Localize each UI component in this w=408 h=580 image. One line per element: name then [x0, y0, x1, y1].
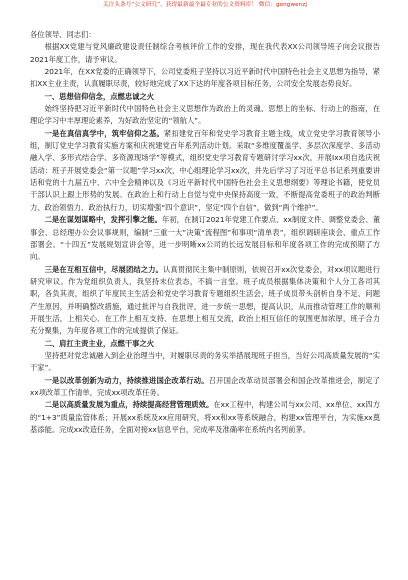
paragraph-point-1c	[30, 264, 380, 338]
paragraph-point-1a	[30, 128, 380, 214]
point-text: 年初，在制订2021年党建工作要点、xx制度文件、调整党委会、董事会、总经理办公会议事规则，编制“三重一大”决策“流程图”和事项“清单表”，组织调研座谈会、重点工作部署会。“十四五”发展规划宣讲会等，进一步明晰xx公司的长远发展目标和年度各项工作的完成预期了方向。	[30, 215, 380, 262]
point-lead: 二是以高质量发展为重点，持续提高经营管理质效。	[44, 400, 214, 410]
section-heading-2: 二、肩扛主责主业，点燃干事之火	[44, 338, 155, 348]
point-text: 认真贯彻民主集中制原则，依规召开xx次党委会，对xx项议题进行研究审议。作为党组织负责人，我坚持末位表态，不搞一言堂。班子成员根据集体决策和个人分工各司其职，各负其责，组织了年度民主生活会和党史学习教育专题组织生活会，班子成员带头剖析自身不足、问题产生原因，并明确整改措施，通过批评与自我批评，进一步统一思想，提高认识，从而推动管理工作的顺利开展生活，上相关心、在工作上相互支持、在思想上相互交流，政治上相互信任的氛围更加浓厚，班子合力充分聚集，为年度各项工作的完成提供了保证。	[30, 264, 380, 336]
paragraph-point-2a	[30, 375, 380, 400]
point-text: 召开国企改革动员部署会和国企改革推进会，制定了xx项改革工作清单，完成xx项改革任务。	[30, 375, 381, 397]
paragraph-point-1b	[30, 214, 380, 263]
point-text: 紧扣建党百年和党史学习教育主题主线，成立党史学习教育领导小组，制订党史学习教育实施方案和庆祝建党百年系列活动计划。采取“多维度覆盖学、多层次深度学、多活动融入学、多形式结合学、多资源现场学”等模式，组织党史学习教育专题研讨学习xx次，开展Ⅰxx项自选庆祝活动：班子开展党委会“第一议题”学习xx次，中心组理论学习xx次，并先后学习了习近平总书记系列重要讲话和党的十九届五中、六中全会精神以及《习近平新时代中国特色社会主义思想纲要》等理论书籍，使党员干部认识上跟上形势的发展。在政治上和行动上自觉与党中央保持高度一致，不断提高党委班子的政治判断力、政治领悟力、政治执行力，切实增强“四个意识”，坚定“四个自信”，做到“两个维护”。	[30, 128, 380, 212]
point-lead: 一是以改革创新为动力，持续推进国企改革行动。	[44, 375, 209, 385]
document-body	[30, 29, 380, 436]
point-lead: 二是在谋划谋略中，发挥引擎之能。	[44, 215, 162, 225]
paragraph-section-1: 始终坚持把习近平新时代中国特色社会主义思想作为政治上的灵魂、思想上的坐标、行动上的指南，在理论学习中丰厚理论素养，为好政治坚定的“领航人”。	[30, 104, 380, 126]
point-lead: 三是在互相互信中，尽展团结之力。	[44, 264, 163, 274]
promo-banner[interactable]: 关注头条号“公文研究”，获得最新最全最专业的公文资料库！ 微信：gongwenzj	[102, 2, 307, 8]
paragraph-section-2: 坚持把对党忠诚融入到企业治理当中，对履职尽责的务实举措展现班子担当，当好公司高质量发展的“实干家”。	[30, 350, 380, 373]
point-lead: 一是在真信真学中，筑牢信仰之基。	[44, 128, 164, 138]
paragraph-intro: 根据XX党建与党风廉政建设责任制综合考核评价工作的安排，现在我代表XX公司领导班子向会议报告2021年度工作，请予审议。	[30, 42, 380, 64]
salutation: 各位领导、同志们：	[30, 30, 96, 39]
paragraph-summary: 2021年，在XX党委的正确领导下，公司党委班子坚持以习近平新时代中国特色社会主义思想为指导，紧扣XX主业主责，认真履职尽责，较好地完成了XX下达的年度各项目标任务，公司安全发展态势良好。	[30, 67, 380, 89]
paragraph-point-2b	[30, 399, 380, 436]
point-text: 在xx工程中，构建公司与xx公司、xx单位、xx四方的“1+3”质量监管体系；开展xx系统及xx应用研究，将xx和xx等系统融合，构建xx管理平台，为实施xx奠基添能。完成xx改造任务，全面对接xx信息平台，完成率及准确率在系统内名列前茅。	[30, 400, 381, 434]
section-heading-1: 一、思想信仰信念，点燃忠诚之火	[44, 91, 155, 101]
